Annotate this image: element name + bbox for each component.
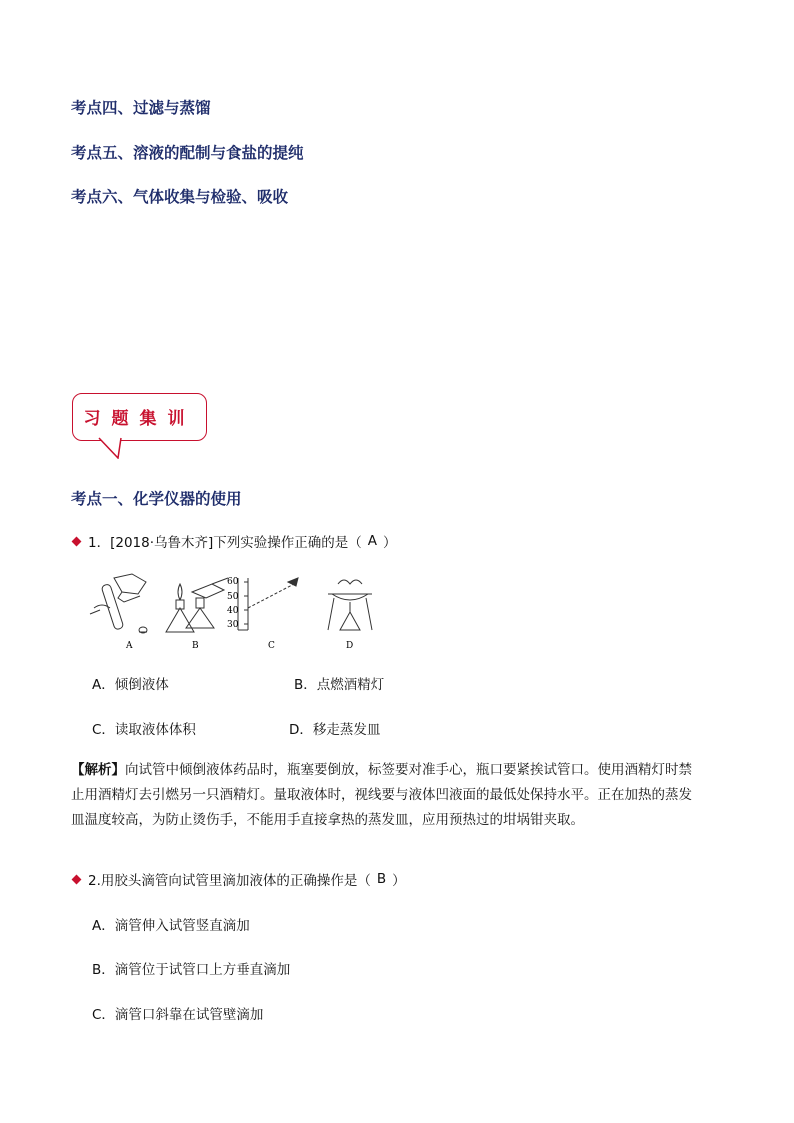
diamond-bullet-icon — [72, 874, 82, 884]
question-1-prefix: 1．[2018·乌鲁木齐]下列实验操作正确的是（ — [88, 535, 362, 551]
question-1-stem — [73, 531, 397, 551]
question-1-figure — [88, 572, 388, 652]
alcohol-lamp-illustration — [166, 578, 228, 632]
scale-tick-30: 30 — [227, 620, 239, 630]
question-2-stem — [73, 869, 406, 889]
analysis-line-1: 向试管中倾倒液体药品时，瓶塞要倒放，标签要对准手心，瓶口要紧挨试管口。使用酒精灯时禁 — [125, 762, 692, 778]
analysis-line-3: 皿温度较高，为防止烫伤手，不能用手直接拿热的蒸发皿，应用预热过的坩埚钳夹取。 — [71, 812, 584, 828]
scale-tick-50: 50 — [227, 592, 239, 602]
question-1-answer: A — [367, 533, 378, 549]
heading-section-6: 考点六、气体收集与检验、吸收 — [71, 187, 289, 206]
figure-label-a: A — [126, 641, 133, 651]
pour-liquid-illustration — [90, 574, 147, 633]
question-2-option-c: C．滴管口斜靠在试管壁滴加 — [92, 1007, 264, 1023]
question-2-prefix: 2.用胶头滴管向试管里滴加液体的正确操作是（ — [88, 873, 371, 889]
scale-tick-60: 60 — [227, 577, 239, 587]
question-1-suffix: ） — [383, 535, 397, 551]
scale-tick-40: 40 — [227, 606, 239, 616]
diamond-bullet-icon — [72, 536, 82, 546]
callout-tail — [95, 437, 135, 459]
question-1-option-d: D．移走蒸发皿 — [289, 722, 381, 738]
question-2-option-a: A．滴管伸入试管竖直滴加 — [92, 918, 250, 934]
analysis-tag: 【解析】 — [71, 762, 125, 778]
heading-section-4: 考点四、过滤与蒸馏 — [71, 98, 211, 117]
question-1-option-a: A．倾倒液体 — [92, 677, 169, 693]
figure-label-c: C — [268, 641, 275, 651]
question-2-answer: B — [376, 871, 387, 887]
figure-label-d: D — [346, 641, 354, 651]
question-1-analysis — [71, 758, 723, 833]
question-1-option-b: B．点燃酒精灯 — [294, 677, 385, 693]
evaporating-dish-illustration — [328, 580, 372, 630]
figure-label-b: B — [192, 641, 199, 651]
analysis-line-2: 止用酒精灯去引燃另一只酒精灯。量取液体时，视线要与液体凹液面的最低处保持水平。正在加热的蒸发 — [71, 787, 692, 803]
heading-section-1: 考点一、化学仪器的使用 — [71, 489, 242, 508]
question-1-option-c: C．读取液体体积 — [92, 722, 196, 738]
heading-section-5: 考点五、溶液的配制与食盐的提纯 — [71, 143, 304, 162]
question-2-suffix: ） — [392, 873, 406, 889]
callout-title: 习题集训 — [83, 408, 196, 429]
graduated-cylinder-illustration — [238, 578, 298, 630]
question-2-option-b: B．滴管位于试管口上方垂直滴加 — [92, 962, 291, 978]
